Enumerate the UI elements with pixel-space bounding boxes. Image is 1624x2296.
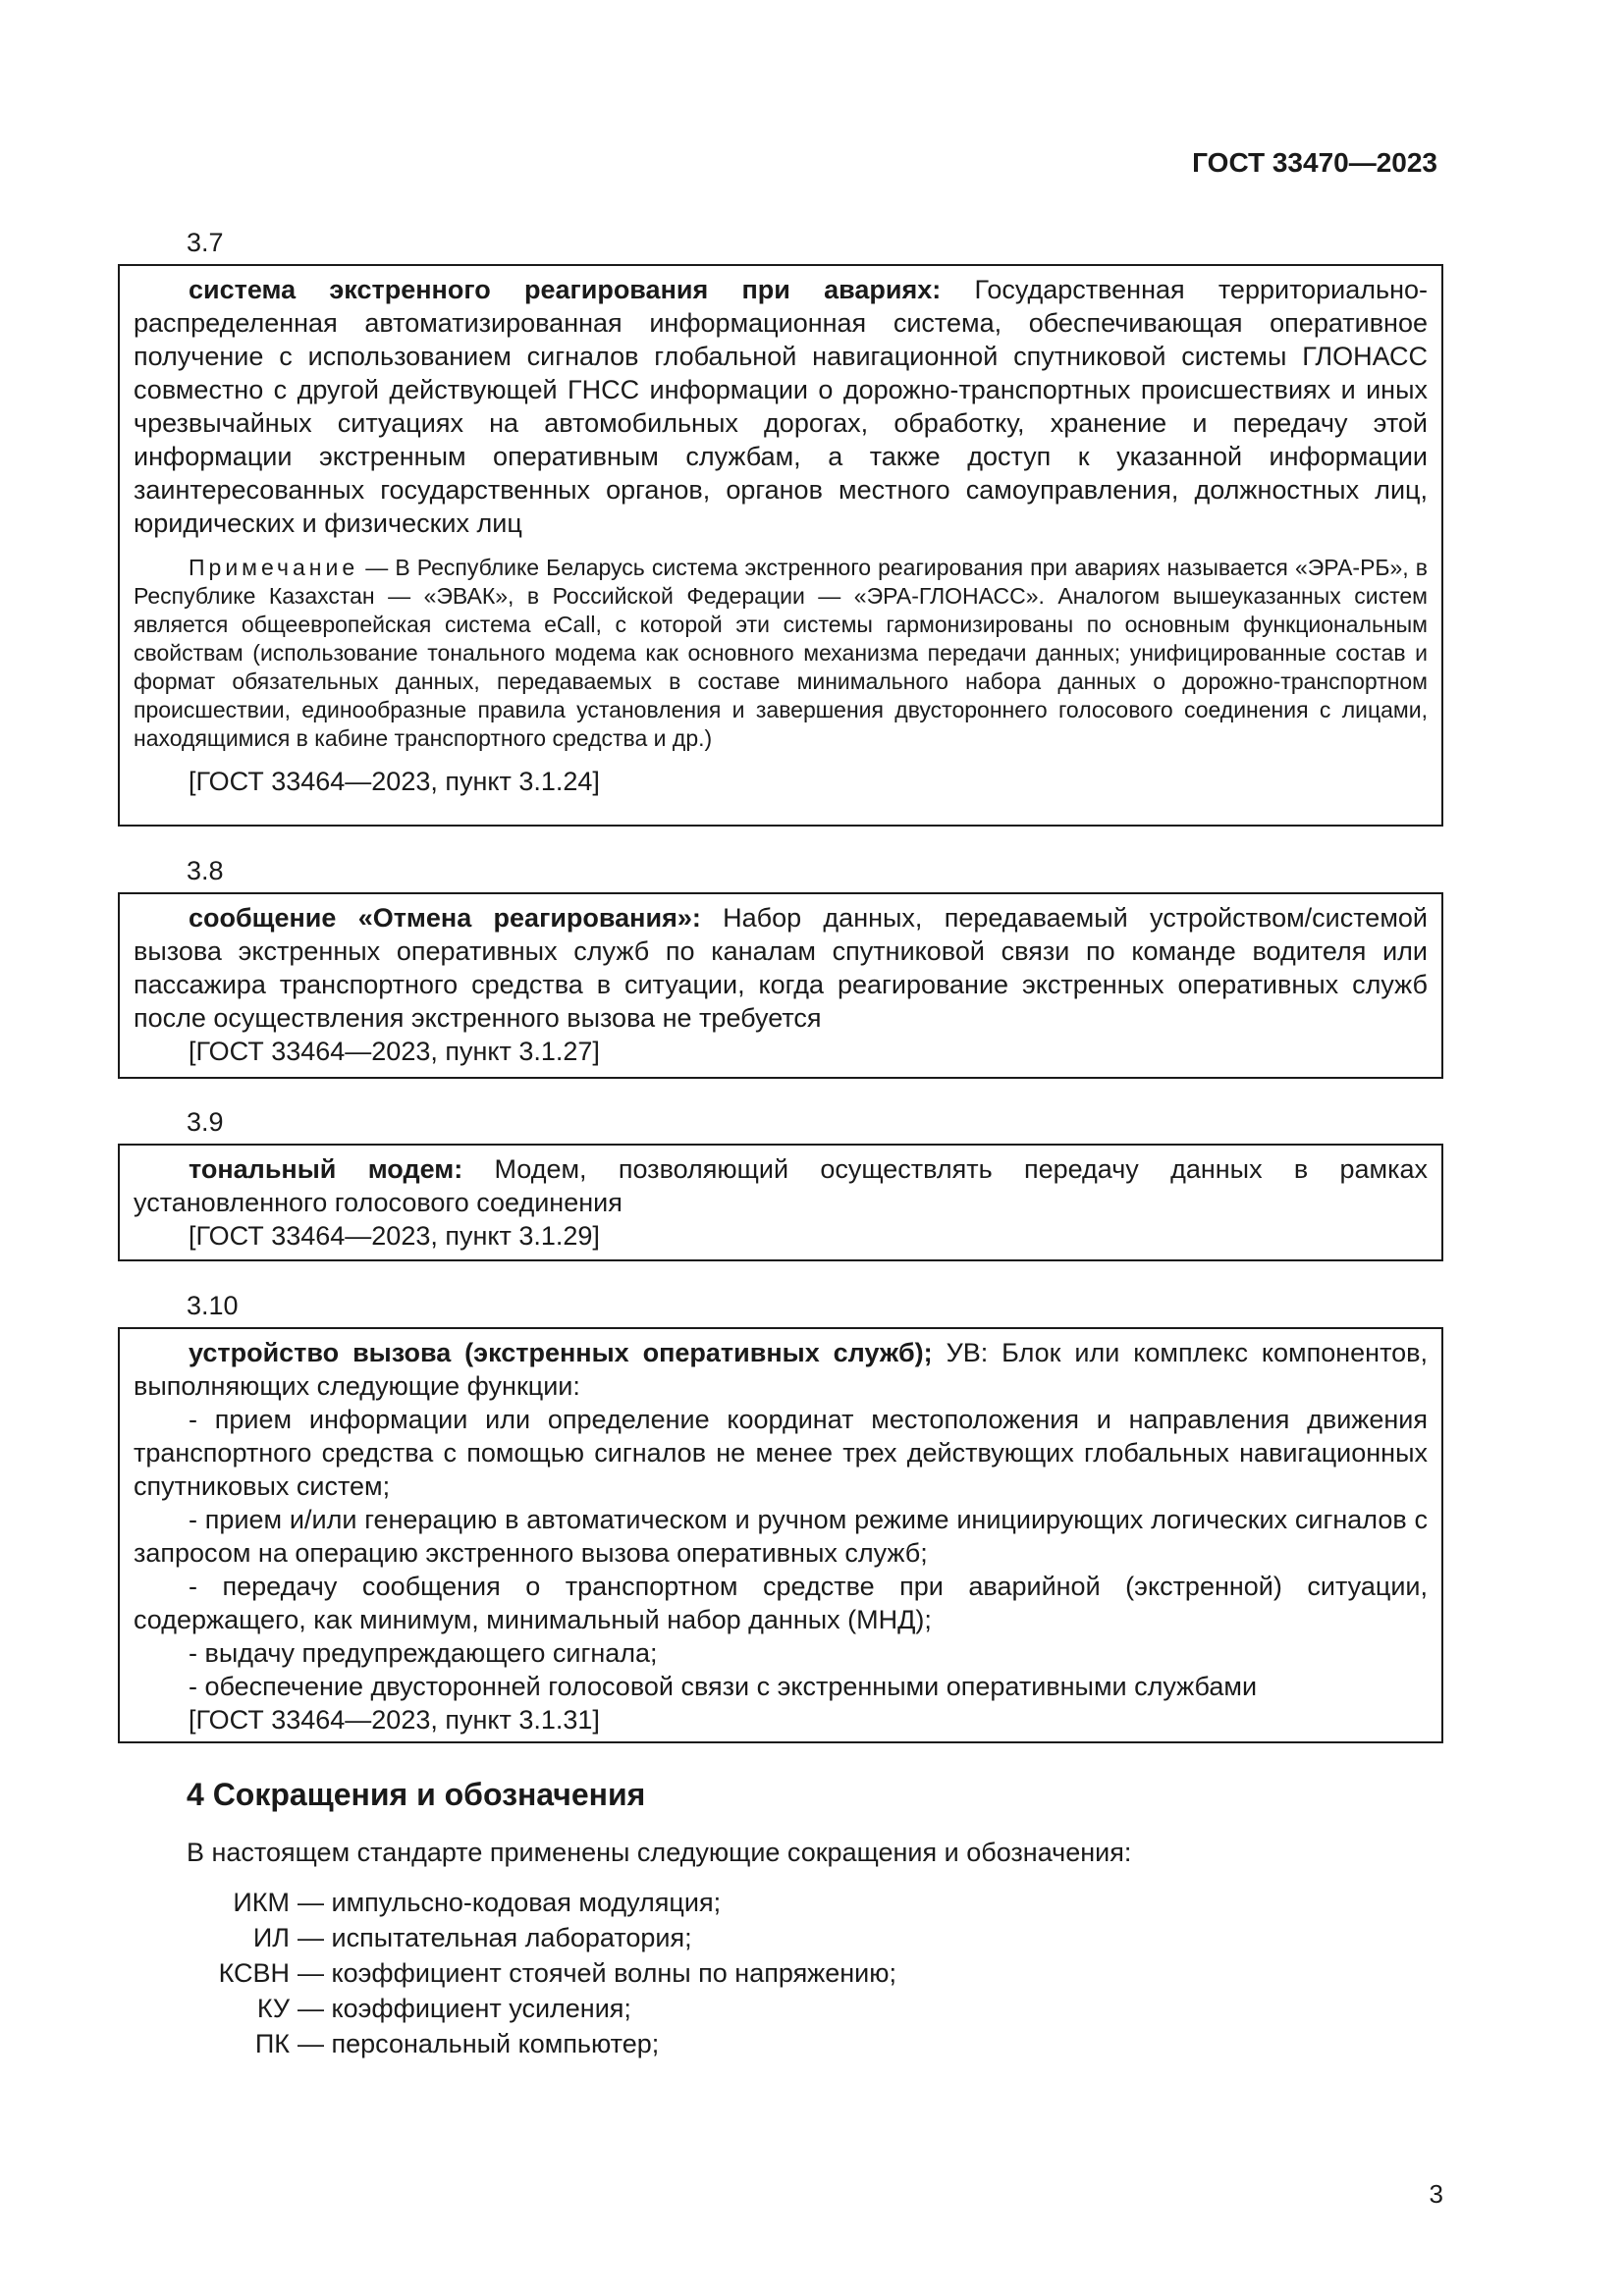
- abbreviation-code: ПК: [254, 2029, 290, 2058]
- abbreviation-row: [187, 1991, 896, 2026]
- document-code: ГОСТ 33470—2023: [1192, 147, 1437, 178]
- term-definition: [134, 1336, 1428, 1403]
- function-item: - выдачу предупреждающего сигнала;: [189, 1638, 658, 1668]
- definition-text: Набор данных, передаваемый устройством/системой вызова экстренных оперативных служб по каналам спутниковой связи по команде водителя или пассажира транспортного средства в ситуации, когда реагирование экстренных оперативных служб после осуществления экстренного вызова не требуется: [134, 903, 1428, 1033]
- abbreviation-text: — коэффициент усиления;: [298, 1994, 631, 2023]
- term-box: [118, 1144, 1443, 1261]
- function-item: - обеспечение двусторонней голосовой связи с экстренными оперативными службами: [189, 1672, 1258, 1701]
- section-intro: В настоящем стандарте применены следующие сокращения и обозначения:: [187, 1838, 1132, 1867]
- term-number: 3.10: [187, 1291, 239, 1320]
- abbreviation-text: — персональный компьютер;: [298, 2029, 660, 2058]
- term-definition: [134, 1152, 1428, 1219]
- function-item: - прием информации или определение координат местоположения и направления движения транспортного средства с помощью сигналов не менее трех действующих глобальных навигационных спутниковых систем;: [134, 1405, 1428, 1501]
- term-title: сообщение «Отмена реагирования»:: [189, 903, 701, 933]
- term-box: [118, 892, 1443, 1079]
- page-number: 3: [1429, 2179, 1443, 2209]
- term-title: система экстренного реагирования при авариях:: [189, 275, 942, 304]
- abbreviation-code: ИКМ: [233, 1888, 290, 1917]
- function-item: - передачу сообщения о транспортном средстве при аварийной (экстренной) ситуации, содержащего, как минимум, минимальный набор данных (МНД);: [134, 1572, 1428, 1634]
- term-title: устройство вызова (экстренных оперативных служб);: [189, 1338, 933, 1367]
- term-number: 3.8: [187, 856, 224, 885]
- term-number: 3.9: [187, 1107, 224, 1137]
- section-heading: 4 Сокращения и обозначения: [187, 1777, 646, 1812]
- term-reference: [ГОСТ 33464—2023, пункт 3.1.31]: [189, 1705, 600, 1735]
- abbreviation-row: [187, 1885, 896, 1920]
- abbreviation-text: — импульсно-кодовая модуляция;: [298, 1888, 722, 1917]
- note-text: — В Республике Беларусь система экстренного реагирования при авариях называется «ЭРА-РБ», в Республике Казахстан — «ЭВАК», в Российской Федерации — «ЭРА-ГЛОНАСС». Аналогом вышеуказанных систем является общеевропейская система eCall, с которой эти системы гармонизированы по основным функциональным свойствам (использование тонального модема как основного механизма передачи данных; унифицированные состав и формат обязательных данных, передаваемых в составе минимального набора данных о дорожно-транспортном происшествии, единообразные правила установления и завершения двустороннего голосового соединения с лицами, находящимися в кабине транспортного средства и др.): [134, 555, 1428, 751]
- definition-text: Государственная территориально-распределенная автоматизированная информационная система, обеспечивающая оперативное получение с использованием сигналов глобальной навигационной спутниковой системы ГЛОНАСС совместно с другой действующей ГНСС информации о дорожно-транспортных происшествиях и иных чрезвычайных ситуациях на автомобильных дорогах, обработку, хранение и передачу этой информации экстренным оперативным службам, а также доступ к указанной информации заинтересованных государственных органов, органов местного самоуправления, должностных лиц, юридических и физических лиц: [134, 275, 1428, 538]
- term-title: тональный модем:: [189, 1154, 463, 1184]
- term-definition: [134, 901, 1428, 1035]
- abbreviation-text: — испытательная лаборатория;: [298, 1923, 692, 1952]
- term-definition: [134, 273, 1428, 540]
- definition-text: УВ: Блок или комплекс компонентов, выполняющих следующие функции:: [134, 1338, 1429, 1401]
- definition-text: Модем, позволяющий осуществлять передачу данных в рамках установленного голосового соединения: [134, 1154, 1429, 1217]
- term-number: 3.7: [187, 228, 224, 257]
- term-note: [134, 554, 1428, 753]
- term-reference: [ГОСТ 33464—2023, пункт 3.1.24]: [189, 767, 600, 796]
- note-label: Примечание: [189, 555, 359, 580]
- function-item: - прием и/или генерацию в автоматическом и ручном режиме инициирующих логических сигналов с запросом на операцию экстренного вызова оперативных служб;: [134, 1505, 1428, 1568]
- term-box: [118, 1327, 1443, 1743]
- abbreviation-code: КУ: [256, 1994, 290, 2023]
- abbreviation-text: — коэффициент стоячей волны по напряжению;: [298, 1958, 897, 1988]
- abbreviation-code: КСВН: [218, 1958, 290, 1988]
- abbreviation-row: [187, 2026, 896, 2061]
- abbreviation-row: [187, 1920, 896, 1955]
- term-reference: [ГОСТ 33464—2023, пункт 3.1.29]: [189, 1221, 600, 1251]
- abbreviation-row: [187, 1955, 896, 1991]
- term-box: [118, 264, 1443, 827]
- term-reference: [ГОСТ 33464—2023, пункт 3.1.27]: [189, 1037, 600, 1066]
- abbreviation-list: [187, 1885, 896, 2061]
- abbreviation-code: ИЛ: [252, 1923, 290, 1952]
